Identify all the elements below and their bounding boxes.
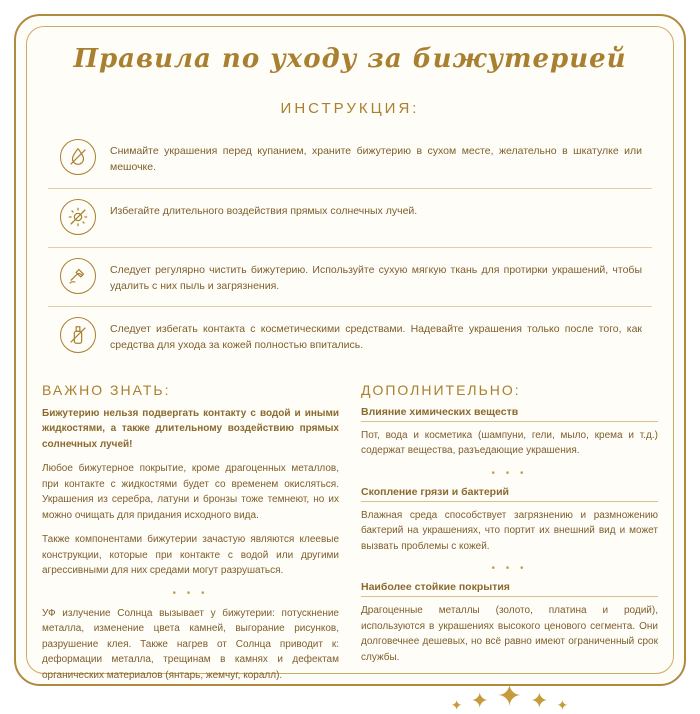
bottom-columns [42, 382, 658, 714]
rule-text: Избегайте длительного воздействия прямых солнечных лучей. [110, 204, 418, 217]
block-subtitle: Влияние химических веществ [361, 406, 658, 422]
block-subtitle: Скопление грязи и бактерий [361, 486, 658, 502]
cleaning-cloth-icon [60, 258, 96, 294]
right-column-divider: • • • [491, 563, 528, 575]
right-column-divider: • • • [491, 467, 528, 479]
page-title: Правила по уходу за бижутерией [73, 44, 627, 74]
water-drop-crossed-icon [60, 139, 96, 175]
left-column-divider: • • • [172, 587, 209, 599]
sun-crossed-icon [60, 199, 96, 235]
decorative-stars [361, 679, 658, 714]
rules-list [48, 129, 652, 366]
star-icon: ✦ [556, 697, 569, 714]
rule-text: Снимайте украшения перед купанием, храните бижутерию в сухом месте, желательно в шкатулке или мешочке. [110, 145, 642, 174]
star-icon: ✦ [496, 680, 523, 714]
left-column [42, 382, 339, 714]
care-instructions-card [14, 14, 686, 714]
rule-item [48, 129, 652, 189]
block-text: Пот, вода и косметика (шампуни, гели, мыло, крема и т.д.) содержат вещества, разъедающие украшения. [361, 429, 658, 457]
rule-item [48, 307, 652, 366]
rule-item [48, 248, 652, 308]
rule-text: Следует избегать контакта с косметическими средствами. Надевайте украшения только после того, как средства для ухода за кожей полностью впитались. [110, 323, 642, 352]
left-column-lead: Бижутерию нельзя подвергать контакту с водой и иными жидкостями, а также длительному воздействию прямых солнечных лучей! [42, 407, 339, 450]
left-column-final-paragraph: УФ излучение Солнца вызывает у бижутерии: потускнение металла, изменение цвета камней, выгорание рисунков, разрушение клея. Также нагрев от Солнца приводит к: деформации металла, трещинам в камнях и дефектам органических материалов (янтарь, жемчуг, коралл). [42, 607, 339, 681]
left-column-paragraph: Любое бижутерное покрытие, кроме драгоценных металлов, при контакте с жидкостями будет со временем окисляться. Украшения из серебра, латуни и бронзы тоже темнеют, но их можно очищать для придания исходного вида. [42, 463, 339, 521]
right-column-block [361, 486, 658, 555]
right-column [361, 382, 658, 714]
right-column-block [361, 406, 658, 459]
right-column-block [361, 581, 658, 665]
right-column-heading: ДОПОЛНИТЕЛЬНО: [361, 381, 521, 398]
instructions-heading: ИНСТРУКЦИЯ: [280, 100, 420, 117]
star-icon: ✦ [530, 688, 549, 714]
star-icon: ✦ [450, 697, 463, 714]
block-text: Влажная среда способствует загрязнению и размножению бактерий на украшениях, что портит их внешний вид и может вызвать проблемы с кожей. [361, 509, 658, 552]
star-icon: ✦ [470, 688, 489, 714]
rule-item [48, 189, 652, 248]
left-column-heading: ВАЖНО ЗНАТЬ: [42, 381, 171, 398]
block-text: Драгоценные металлы (золото, платина и родий), используются в украшениях высокого ценового сегмента. Они долговечнее дешевых, но всё равно имеют ограниченный срок службы. [361, 605, 658, 663]
block-subtitle: Наиболее стойкие покрытия [361, 581, 658, 597]
left-column-paragraph: Также компонентами бижутерии зачастую являются клеевые конструкции, которые при контакте с водой или другими агрессивными для них средами могут разрушаться. [42, 534, 339, 577]
card-content [16, 16, 684, 714]
cosmetics-bottle-crossed-icon [60, 317, 96, 353]
rule-text: Следует регулярно чистить бижутерию. Используйте сухую мягкую ткань для протирки украшений, чтобы удалить с них пыль и загрязнения. [110, 263, 642, 292]
